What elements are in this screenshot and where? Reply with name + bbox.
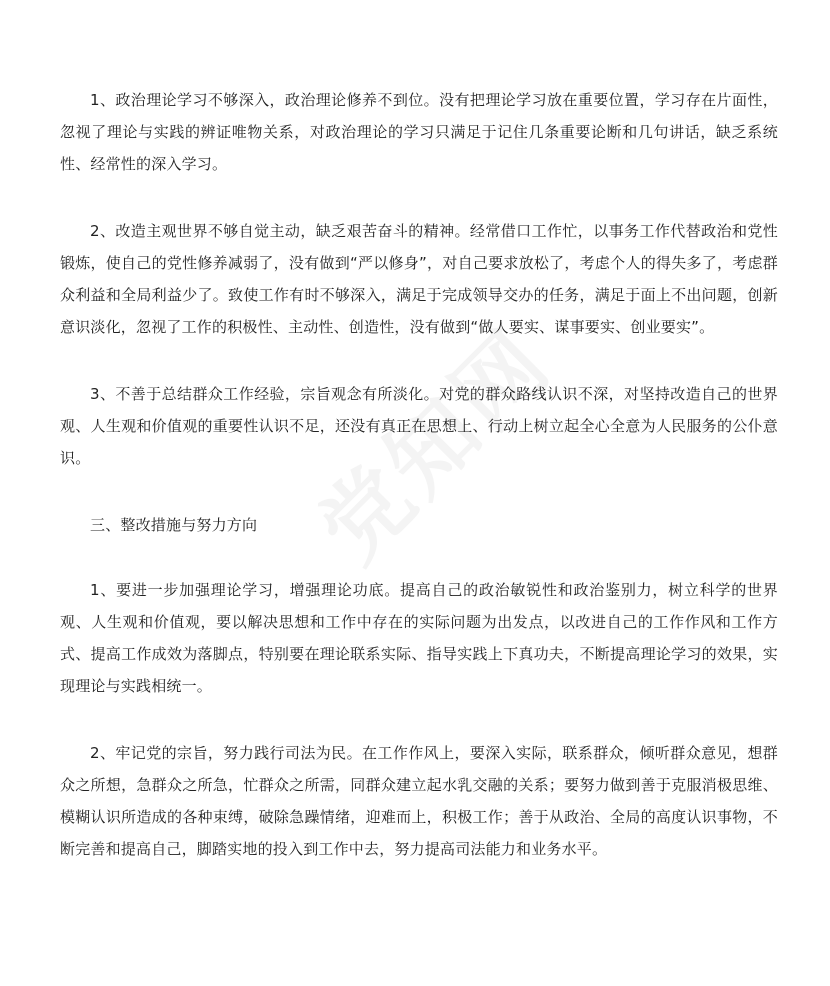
- document-body: [60, 84, 778, 900]
- paragraph-issue-2: 2、改造主观世界不够自觉主动，缺乏艰苦奋斗的精神。经常借口工作忙，以事务工作代替政治和党性锻炼，使自己的党性修养减弱了，没有做到“严以修身”，对自己要求放松了，考虑个人的得失多了，考虑群众利益和全局利益少了。致使工作有时不够深入，满足于完成领导交办的任务，满足于面上不出问题，创新意识淡化，忽视了工作的积极性、主动性、创造性，没有做到“做人要实、谋事要实、创业要实”。: [60, 222, 778, 336]
- paragraph-measure-1: 1、要进一步加强理论学习，增强理论功底。提高自己的政治敏锐性和政治鉴别力，树立科学的世界观、人生观和价值观，要以解决思想和工作中存在的实际问题为出发点，以改进自己的工作作风和工作方式、提高工作成效为落脚点，特别要在理论联系实际、指导实践上下真功夫，不断提高理论学习的效果，实现理论与实践相统一。: [60, 581, 778, 695]
- paragraph-issue-1: 1、政治理论学习不够深入，政治理论修养不到位。没有把理论学习放在重要位置，学习存在片面性，忽视了理论与实践的辨证唯物关系，对政治理论的学习只满足于记住几条重要论断和几句讲话，缺乏系统性、经常性的深入学习。: [60, 91, 778, 173]
- paragraph-issue-3: 3、不善于总结群众工作经验，宗旨观念有所淡化。对党的群众路线认识不深，对坚持改造自己的世界观、人生观和价值观的重要性认识不足，还没有真正在思想上、行动上树立起全心全意为人民服务的公仆意识。: [60, 385, 778, 467]
- paragraph-measure-2: 2、牢记党的宗旨，努力践行司法为民。在工作作风上，要深入实际，联系群众，倾听群众意见，想群众之所想，急群众之所急，忙群众之所需，同群众建立起水乳交融的关系；要努力做到善于克服消极思维、模糊认识所造成的各种束缚，破除急躁情绪，迎难而上，积极工作；善于从政治、全局的高度认识事物，不断完善和提高自己，脚踏实地的投入到工作中去，努力提高司法能力和业务水平。: [60, 744, 778, 858]
- section-heading: 三、整改措施与努力方向: [90, 516, 258, 534]
